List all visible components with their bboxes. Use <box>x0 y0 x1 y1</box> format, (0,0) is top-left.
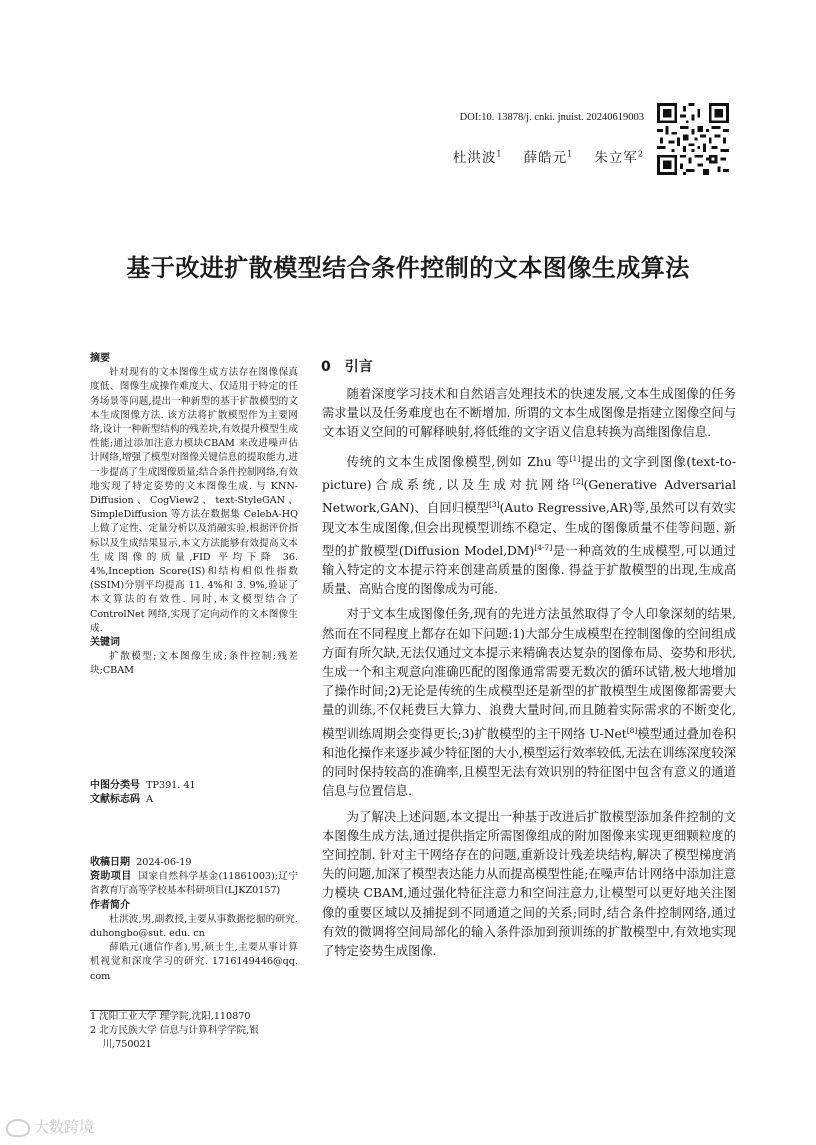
watermark-text: 大数跨境 <box>34 1118 95 1136</box>
affiliation-1: 1 沈阳工业大学 理学院,沈阳,110870 <box>90 1011 251 1022</box>
keywords-label: 关键词 <box>90 637 120 649</box>
paragraph-3 <box>322 605 736 801</box>
received-line <box>90 856 298 870</box>
paragraph-3-part-b: 模型通过叠加卷积和池化操作来逐步减少特征图的大小,模型运行效率较低,无法在训练深度较深的同时保持较高的准确率,且模型无法有效识别的特征图中包含有意义的通道信息与位置信息. <box>322 726 736 799</box>
paragraph-2-part-e: 是一种高效的生成模型,可以通过输入特定的文本提示符来创建高质量的图像. 得益于扩散模型的出现,生成高质量、高贴合度的图像成为可能. <box>322 543 736 597</box>
main-text <box>322 385 736 967</box>
citation-ref: [4-7] <box>534 542 553 552</box>
paragraph-4: 为了解决上述问题,本文提出一种基于改进后扩散模型添加条件控制的文本图像生成方法,通过提供指定所需图像组成的附加图像来实现更细颗粒度的空间控制. 针对主干网络存在的问题,重新设计残差块结构,解决了模型梯度消失的问题,加深了模型表达能力从而提高模型性能;在噪声估计网络中添加注意力模块 CBAM,通过强化特征注意力和空间注意力,让模型可以更好地关注图像的重要区域以及捕捉到不同通道之间的关系;同时,结合条件控制网络,通过有效的微调将空间局部化的输入条件添加到预训练的扩散模型中,有效地实现了特定姿势生成图像. <box>322 809 736 958</box>
section-number: 0 <box>321 359 331 375</box>
author-bio-1: 杜洪波,男,副教授,主要从事数据挖掘的研究. duhongbo@sut. edu. cn <box>90 913 298 940</box>
abstract-text: 针对现有的文本图像生成方法存在图像保真度低、图像生成操作难度大、仅适用于特定的任务场景等问题,提出一种新型的基于扩散模型的文本生成图像方法. 该方法将扩散模型作为主要网络,设计一种新型结构的残差块,有效提升模型生成性能;通过添加注意力模块CBAM 来改进噪声估计网络,增强了模型对图像关键信息的提取能力,进一步提高了生成图像质量;结合条件控制网络,有效地实现了特定姿势的文本图像生成. 与 KNN-Diffusion、CogView2、text-StyleGAN、SimpleDiffusion 等方法在数据集 CelebA-HQ 上做了定性、定量分析以及消融实验,根据评价指标以及生成结果显示,本文方法能够有效提高文本生成图像的质量,FID 平均下降 36. 4%,Inception Score(IS)和结构相似性指数(SSIM)分别平均提高 11. 4%和 3. 9%,验证了本文算法的有效性. 同时,本文模型结合了 ControlNet 网络,实现了定向动作的文本图像生成. <box>90 367 298 634</box>
author-name: 薛皓元 <box>523 150 568 166</box>
paragraph-3-part-a: 对于文本生成图像任务,现有的先进方法虽然取得了令人印象深刻的结果,然而在不同程度上都存在如下问题:1)大部分生成模型在控制图像的空间组成方面有所欠缺,无法仅通过文本提示来精确表达复杂的图像布局、姿势和形状,生成一个和主观意向准确匹配的图像通常需要无数次的循环试错,极大地增加了操作时间;2)无论是传统的生成模型还是新型的扩散模型生成图像都需要大量的训练,不仅耗费巨大算力、浪费大量时间,而且随着实际需求的不断变化,模型训练周期会变得更长;3)扩散模型的主干网络 U-Net <box>322 607 736 741</box>
clc-label: 中图分类号 <box>90 780 140 791</box>
paragraph-2-part-c: (Generative Adversarial Network,GAN)、自回归模型 <box>322 478 736 516</box>
author-affiliation-mark: 1 <box>567 149 574 159</box>
watermark <box>6 1116 94 1137</box>
qr-code-icon <box>657 103 729 175</box>
watermark-logo-icon <box>6 1119 30 1137</box>
author-bio-2: 薛皓元(通信作者),男,硕士生,主要从事计算机视觉和深度学习的研究. 1716149446@qq. com <box>90 942 298 982</box>
received-label: 收稿日期 <box>90 857 130 868</box>
doc-code-value: A <box>146 794 154 806</box>
doc-code-line <box>90 793 298 807</box>
author-affiliation-mark: 2 <box>637 149 644 159</box>
fund-line <box>90 870 298 898</box>
paragraph-1: 随着深度学习技术和自然语言处理技术的快速发展,文本生成图像的任务需求量以及任务难度也在不断增加. 所谓的文本生成图像是指建立图像空间与文本语义空间的可解释映射,将低维的文字语义信息转换为高维图像信息. <box>322 387 736 440</box>
paragraph-2-part-a: 传统的文本生成图像模型,例如 Zhu 等 <box>346 454 570 469</box>
paragraph-2 <box>322 449 736 600</box>
affiliation-block <box>90 1010 298 1053</box>
doc-code-label: 文献标志码 <box>90 794 140 806</box>
author-name: 朱立军 <box>594 150 638 166</box>
abstract-block <box>90 352 298 679</box>
affiliation-2: 2 北方民族大学 信息与计算科学学院,银川,750021 <box>90 1025 259 1051</box>
citation-ref: [2] <box>572 476 584 486</box>
clc-line <box>90 779 298 793</box>
author-bio-label: 作者简介 <box>90 899 130 911</box>
received-value: 2024-06-19 <box>136 857 192 868</box>
paragraph-2-part-b: 提出的文字到图像(text-to-picture)合成系统,以及生成对抗网络 <box>322 454 736 492</box>
citation-ref: [3] <box>488 500 500 510</box>
classification-block <box>90 779 298 807</box>
section-heading <box>321 356 373 376</box>
citation-ref: [1] <box>569 453 581 463</box>
paragraph-2-part-d: (Auto Regressive,AR)等,虽然可以有效实现文本生成图像,但会出现模型训练不稳定、生成的图像质量不佳等问题. 新型的扩散模型(Diffusion Model,DM) <box>322 501 736 558</box>
author-list <box>440 146 644 166</box>
section-title: 引言 <box>344 359 373 375</box>
keywords-text: 扩散模型;文本图像生成;条件控制;残差块;CBAM <box>90 651 298 677</box>
article-info-block <box>90 856 298 984</box>
abstract-label: 摘要 <box>90 353 110 364</box>
fund-value: 国家自然科学基金(11861003);辽宁省教育厅高等学校基本科研项目(LJKZ0157) <box>90 871 298 897</box>
doi-line: DOI:10. 13878/j. cnki. jnuist. 20240619003 <box>459 112 644 123</box>
author-affiliation-mark: 1 <box>496 149 503 159</box>
citation-ref: [8] <box>626 725 638 735</box>
clc-value: TP391. 41 <box>146 780 196 791</box>
fund-label: 资助项目 <box>90 871 132 883</box>
page-title: 基于改进扩散模型结合条件控制的文本图像生成算法 <box>126 254 690 282</box>
author-name: 杜洪波 <box>452 150 497 166</box>
footnote-divider <box>90 1010 170 1011</box>
